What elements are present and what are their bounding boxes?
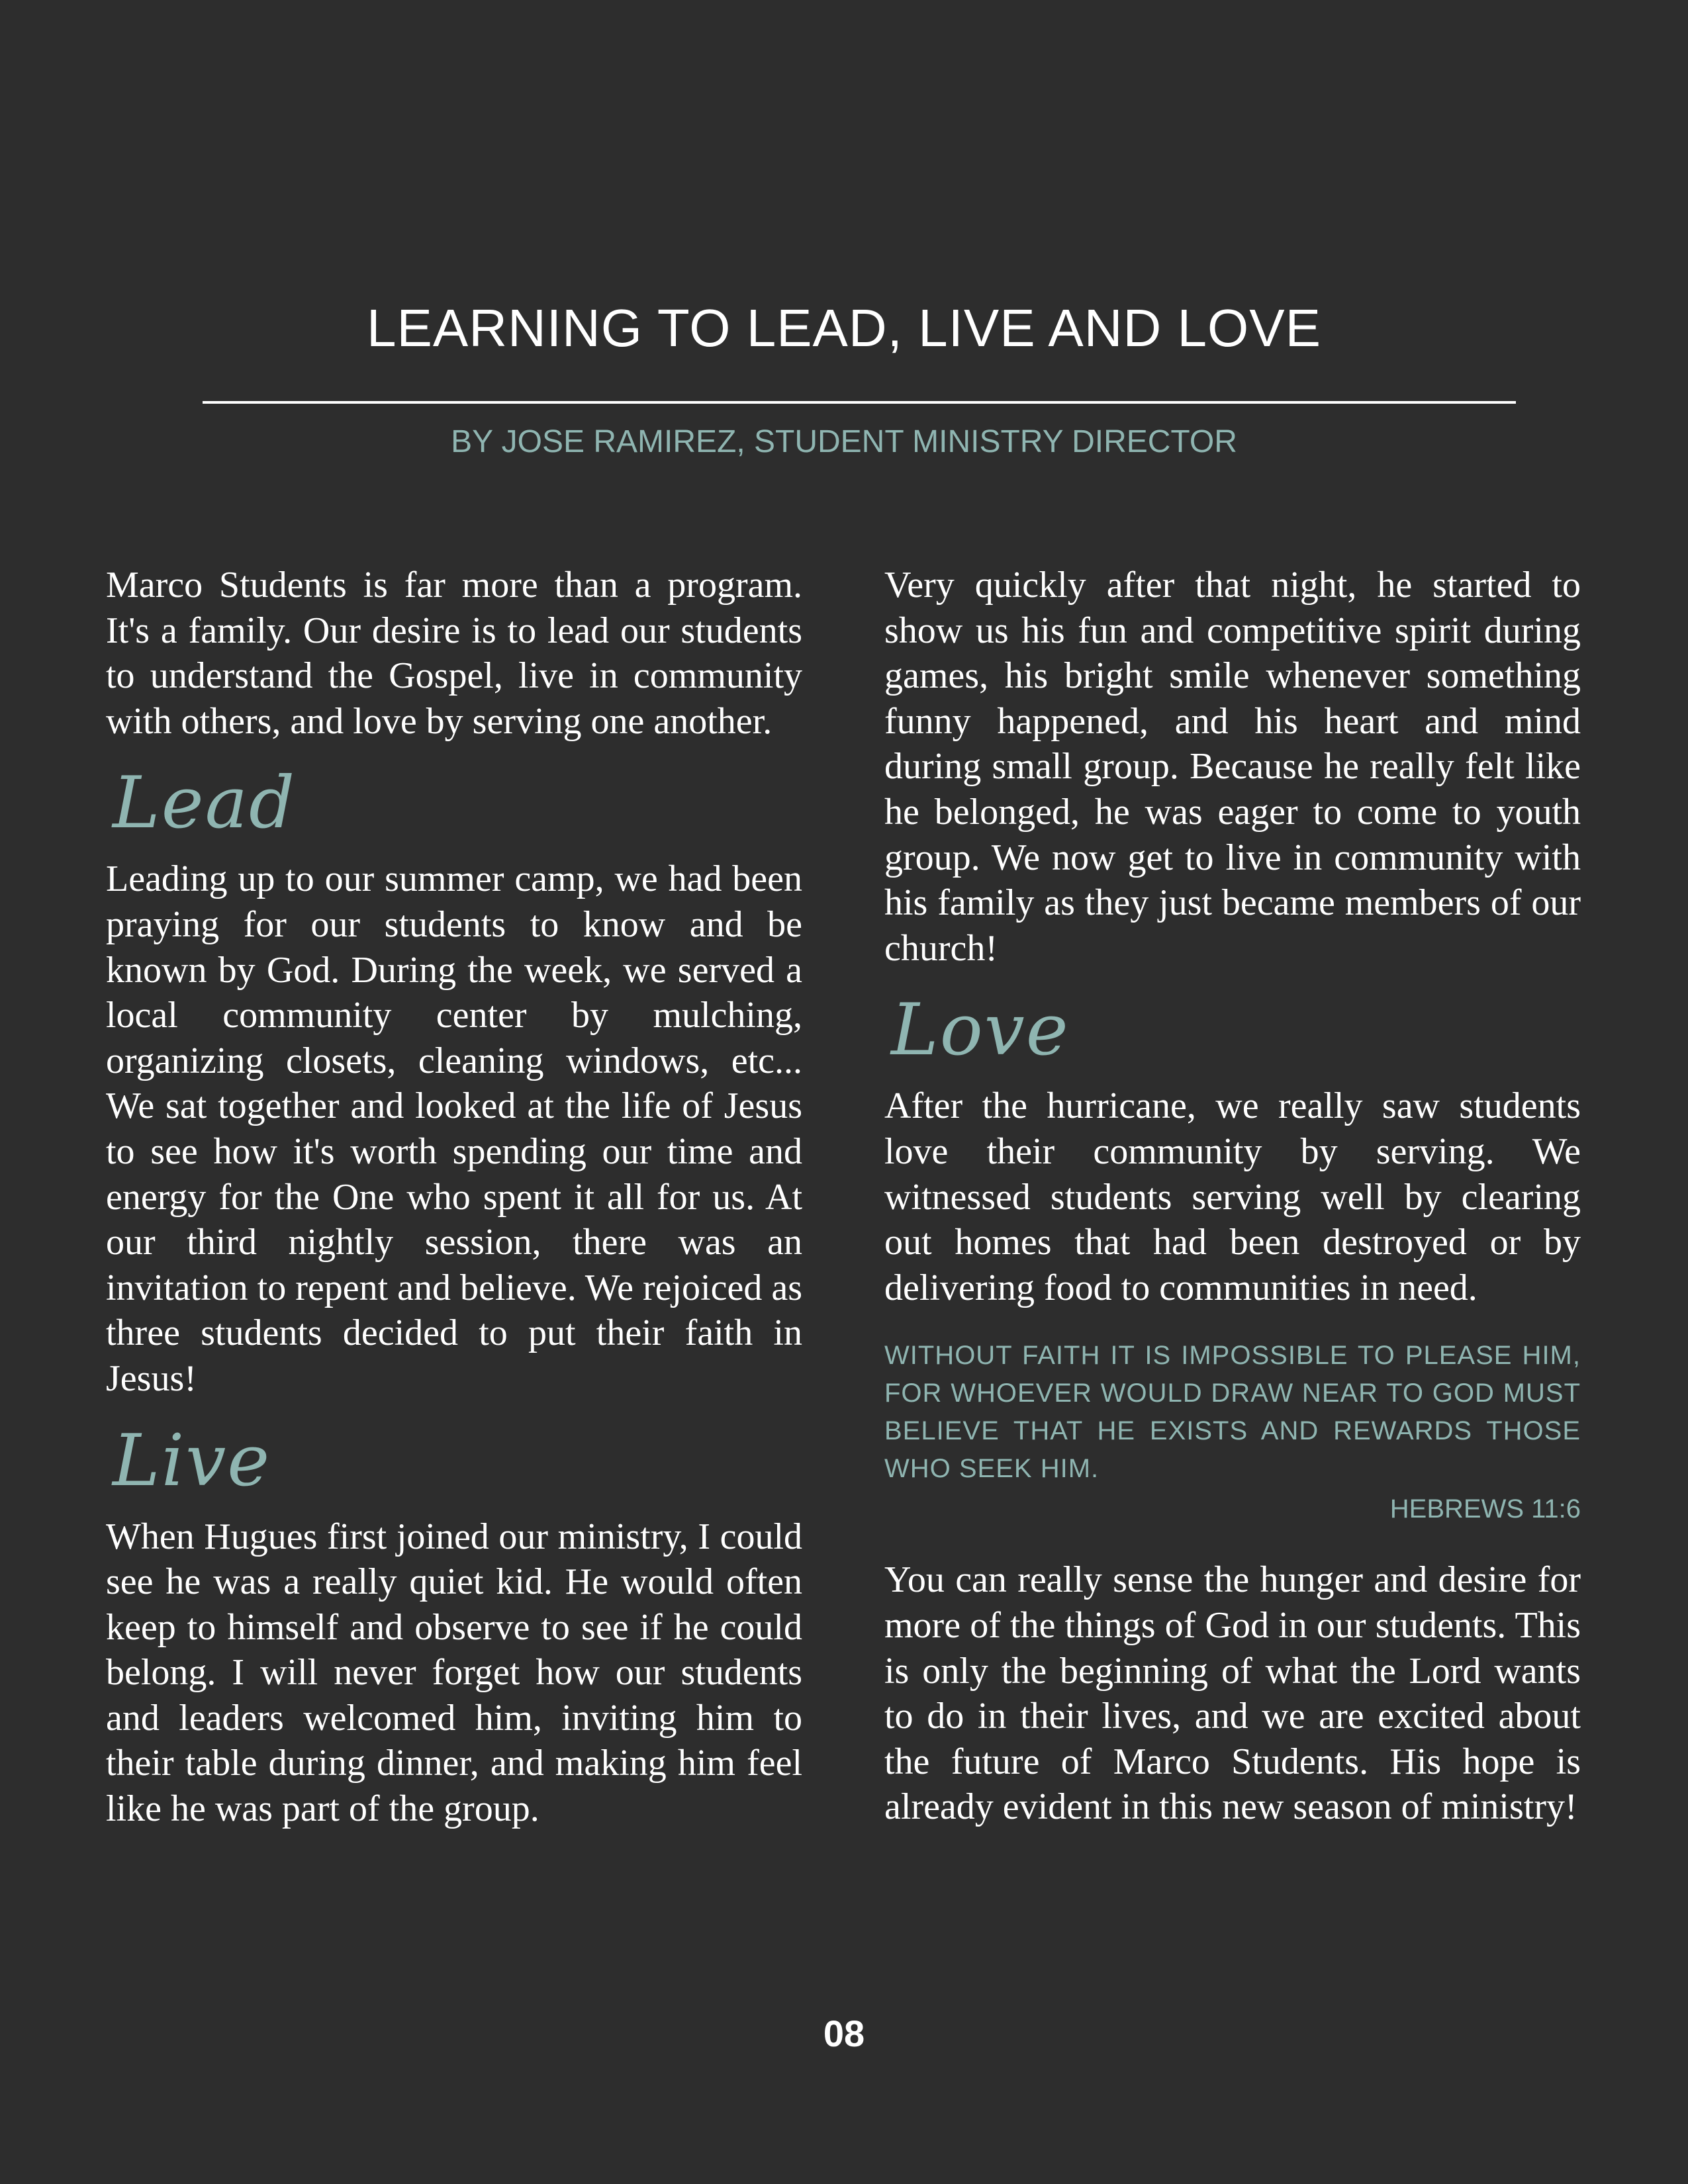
love-paragraph: After the hurricane, we really saw students love their community by serving. We witnessed students serving well by clearing out homes that had been destroyed or by delivering food to communities in need. xyxy=(884,1085,1581,1308)
left-column xyxy=(106,563,802,1832)
love-heading: Love xyxy=(891,989,1070,1072)
article-byline: BY JOSE RAMIREZ, STUDENT MINISTRY DIRECTOR xyxy=(451,424,1237,459)
article-title: LEARNING TO LEAD, LIVE AND LOVE xyxy=(367,298,1321,357)
title-divider xyxy=(203,401,1516,404)
live-continued-paragraph: Very quickly after that night, he started to show us his fun and competitive spirit during games, his bright smile whenever something funny happened, and his heart and mind during small group. Because he really felt like he belonged, he was eager to come to youth group. We now get to live in community with his family as they just became members of our church! xyxy=(884,565,1581,969)
closing-paragraph: You can really sense the hunger and desire for more of the things of God in our students. This is only the beginning of what the Lord wants to do in their lives, and we are excited about the future of Marco Students. His hope is already evident in this new season of ministry! xyxy=(884,1559,1581,1828)
right-column xyxy=(884,563,1581,1830)
scripture-citation: HEBREWS 11:6 xyxy=(1389,1494,1581,1524)
live-paragraph: When Hugues first joined our ministry, I could see he was a really quiet kid. He would often keep to himself and observe to see if he could belong. I will never forget how our students and leaders welcomed him, inviting him to their table during dinner, and making him feel like he was part of the group. xyxy=(106,1516,802,1830)
lead-paragraph: Leading up to our summer camp, we had been praying for our students to know and be known by God. During the week, we served a local community center by mulching, organizing closets, cleaning windows, etc... We sat together and looked at the life of Jesus to see how it's worth spending our time and energy for the One who spent it all for us. At our third nightly session, there was an invitation to repent and believe. We rejoiced as three students decided to put their faith in Jesus! xyxy=(106,858,802,1399)
live-heading: Live xyxy=(113,1419,271,1502)
lead-heading: Lead xyxy=(113,762,297,845)
scripture-quote: WITHOUT FAITH IT IS IMPOSSIBLE TO PLEASE HIM, FOR WHOEVER WOULD DRAW NEAR TO GOD MUST BELIEVE THAT HE EXISTS AND REWARDS THOSE WHO SEEK HIM. xyxy=(884,1341,1581,1484)
page-number: 08 xyxy=(823,2013,865,2054)
intro-paragraph: Marco Students is far more than a program. It's a family. Our desire is to lead our students to understand the Gospel, live in community with others, and love by serving one another. xyxy=(106,565,802,742)
